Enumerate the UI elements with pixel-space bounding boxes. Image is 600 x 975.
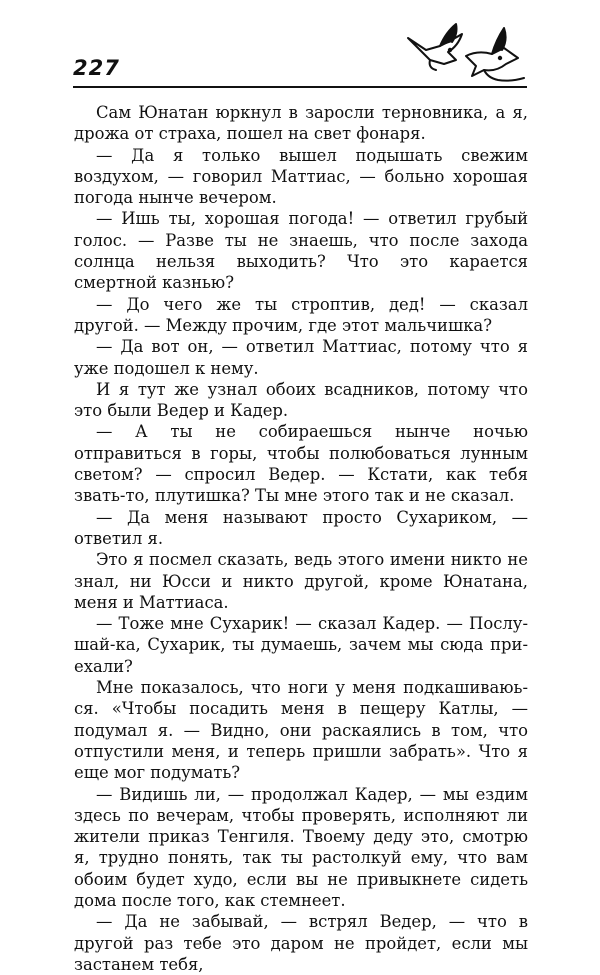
- paragraph: — Ишь ты, хорошая погода! — ответил грубый голос. — Разве ты не знаешь, что после захода солнца нельзя выходить? Что это карается смертной казнью?: [74, 209, 528, 293]
- paragraph: — Да я только вышел подышать свежим воздухом, — говорил Маттиас, — больно хорошая погода нынче вечером.: [74, 145, 528, 208]
- paragraph: Сам Юнатан юркнул в заросли терновника, а я, дрожа от страха, пошел на свет фонаря.: [74, 103, 528, 144]
- body-text: [74, 102, 528, 975]
- paragraph: — Да меня называют просто Сухариком, — ответил я.: [74, 507, 528, 548]
- flying-birds-icon: [400, 20, 530, 90]
- paragraph: — Да не забывай, — встрял Ведер, — что в другой раз тебе это даром не пройдет, если мы застанем тебя,: [74, 912, 528, 974]
- paragraph: Мне показалось, что ноги у меня подкашиваюься. «Чтобы посадить меня в пещеру Катлы, — подумал я. — Видно, они раскаялись в том, что отпустили меня, и теперь пришли забрать». Что я еще мог подумать?: [74, 678, 528, 783]
- page-number: 227: [73, 56, 120, 80]
- paragraph: — Видишь ли, — продолжал Кадер, — мы ездим здесь по вечерам, чтобы проверять, исполняют ли жители приказ Тенгиля. Твоему деду это, смотрю я, трудно понять, так ты растолкуй ему, что вам обоим будет худо, если вы не привыкнете сидеть дома после того, как стемнеет.: [74, 784, 528, 910]
- paragraph: — А ты не собираешься нынче ночью отправиться в горы, чтобы полюбоваться лунным светом? — спросил Ведер. — Кстати, как тебя звать-то, плутишка? Ты мне этого так и не сказал.: [74, 422, 528, 506]
- paragraph: — До чего же ты строптив, дед! — сказал другой. — Между прочим, где этот мальчишка?: [74, 294, 528, 335]
- paragraph: — Да вот он, — ответил Маттиас, потому что я уже подошел к нему.: [74, 337, 528, 378]
- header-rule: [73, 86, 527, 88]
- paragraph: И я тут же узнал обоих всадников, потому что это были Ведер и Кадер.: [74, 379, 528, 421]
- paragraph: — Тоже мне Сухарик! — сказал Кадер. — Послушай-ка, Сухарик, ты думаешь, зачем мы сюда приехали?: [74, 614, 528, 676]
- paragraph: Это я посмел сказать, ведь этого имени никто не знал, ни Юсси и никто другой, кроме Юнатана, меня и Маттиаса.: [74, 550, 528, 612]
